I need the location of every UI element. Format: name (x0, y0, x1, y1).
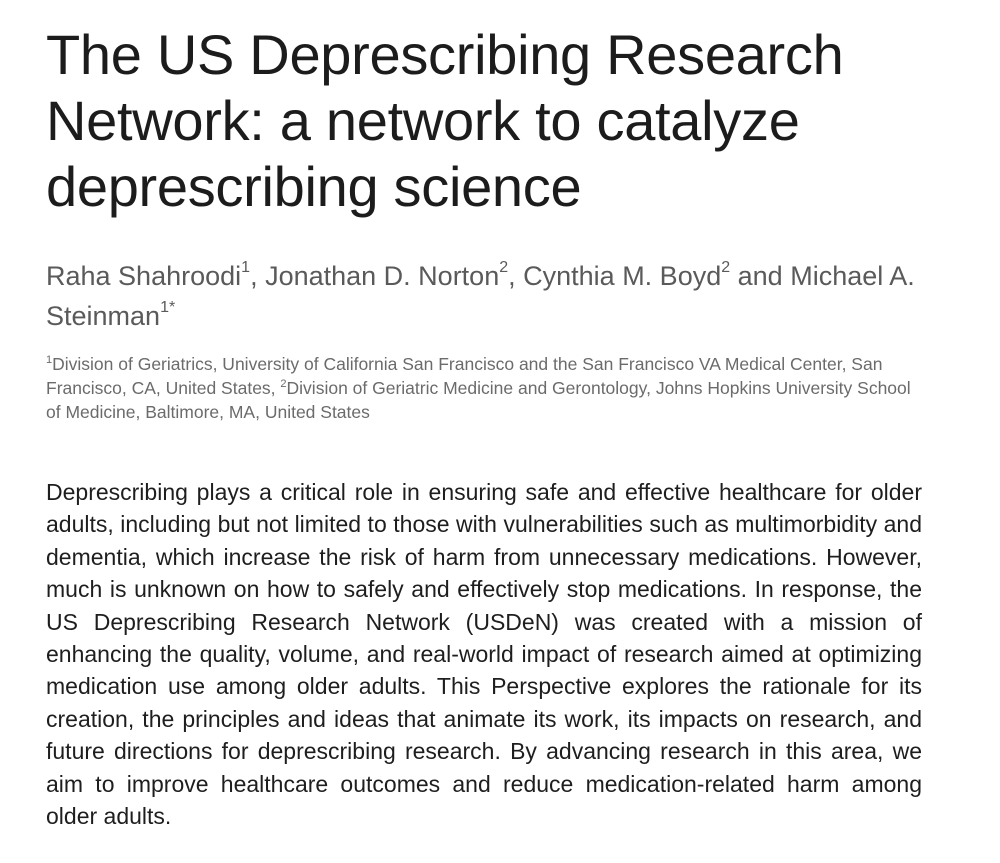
abstract-text: Deprescribing plays a critical role in ensuring safe and effective healthcare for older adults, including but not limited to those with vulnerabilities such as multimorbidity and dementia, which increase the risk of harm from unnecessary medications. However, much is unknown on how to safely and effectively stop medications. In response, the US Deprescribing Research Network (USDeN) was created with a mission of enhancing the quality, volume, and real-world impact of research aimed at optimizing medication use among older adults. This Perspective explores the rationale for its creation, the principles and ideas that animate its work, its impacts on research, and future directions for deprescribing research. By advancing research in this area, we aim to improve healthcare outcomes and reduce medication-related harm among older adults. (46, 479, 922, 830)
affiliation-list (46, 352, 922, 424)
author-affiliation-mark: 1 (241, 259, 251, 276)
affiliation-mark: 2 (280, 378, 287, 391)
author-separator: , (250, 261, 266, 291)
author-list (46, 256, 922, 336)
affiliation-text: Division of Geriatric Medicine and Gerontology, Johns Hopkins University School of Medicine, Baltimore, MA, United States (46, 378, 911, 422)
author-affiliation-mark: 2 (721, 259, 731, 276)
affiliation-text: Division of Geriatrics, University of California San Francisco and the San Francisco VA Medical Center, San Francisco, CA, United States, (46, 354, 883, 398)
author-name[interactable]: Jonathan D. Norton (265, 261, 500, 291)
author-affiliation-mark: 2 (499, 259, 509, 276)
author-name[interactable]: Cynthia M. Boyd (523, 261, 722, 291)
author-name[interactable]: Michael A. Steinman (46, 261, 915, 331)
author-separator: , (508, 261, 524, 291)
author-separator: and (730, 261, 791, 291)
article-header (46, 22, 922, 855)
author-name[interactable]: Raha Shahroodi (46, 261, 242, 291)
article-title: The US Deprescribing Research Network: a network to catalyze deprescribing science (46, 23, 844, 218)
author-affiliation-mark: 1* (160, 299, 176, 316)
affiliation-mark: 1 (46, 354, 53, 367)
